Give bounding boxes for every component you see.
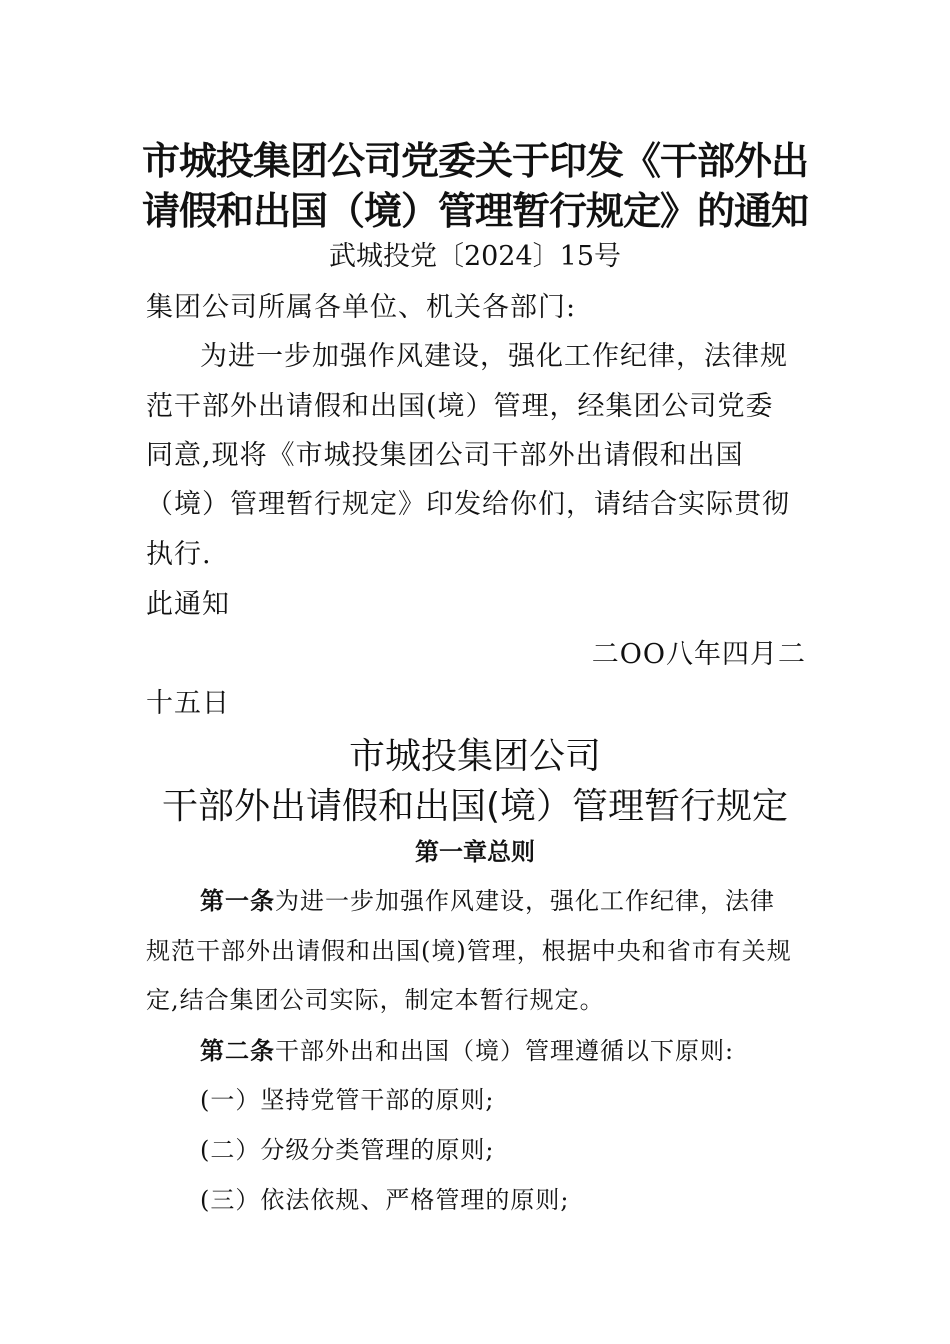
article-1-line-3: 定,结合集团公司实际，制定本暂行规定。 — [146, 986, 605, 1014]
article-2-line — [146, 1031, 806, 1066]
notice-body-line-4: （境）管理暂行规定》印发给你们，请结合实际贯彻 — [146, 489, 790, 520]
notice-closing: 此通知 — [146, 589, 230, 620]
notice-title-line-2: 请假和出国（境）管理暂行规定》的通知 — [141, 189, 808, 233]
principle-3: (三）依法依规、严格管理的原则; — [200, 1186, 570, 1214]
notice-body-line-2: 范干部外出请假和出国(境）管理，经集团公司党委 — [146, 391, 774, 422]
notice-body-line-5: 执行. — [146, 539, 212, 570]
notice-title-line-1: 市城投集团公司党委关于印发《干部外出 — [141, 139, 808, 183]
article-2-text: 干部外出和出国（境）管理遵循以下原则: — [275, 1037, 735, 1065]
regulation-title-line-1: 市城投集团公司 — [348, 736, 601, 777]
article-2-label: 第二条 — [200, 1037, 275, 1065]
regulation-title-line-2: 干部外出请假和出国(境）管理暂行规定 — [161, 786, 789, 827]
addressee: 集团公司所属各单位、机关各部门: — [146, 292, 577, 323]
notice-body-line-3: 同意,现将《市城投集团公司干部外出请假和出国 — [146, 440, 744, 471]
article-1-line-1 — [146, 881, 806, 916]
article-1-label: 第一条 — [200, 887, 275, 915]
notice-date-line-2: 十五日 — [146, 688, 230, 719]
article-1-text: 为进一步加强作风建设，强化工作纪律，法律 — [275, 887, 775, 915]
notice-body-line-1: 为进一步加强作风建设，强化工作纪律，法律规 — [200, 341, 788, 372]
notice-date-line-1: 二OO八年四月二 — [591, 639, 806, 670]
chapter-title: 第一章总则 — [415, 838, 535, 866]
principle-2: (二）分级分类管理的原则; — [200, 1136, 495, 1164]
article-1-line-2: 规范干部外出请假和出国(境)管理，根据中央和省市有关规 — [146, 937, 792, 965]
principle-1: (一）坚持党管干部的原则; — [200, 1086, 495, 1114]
document-number: 武城投党〔2024〕15号 — [328, 241, 622, 272]
